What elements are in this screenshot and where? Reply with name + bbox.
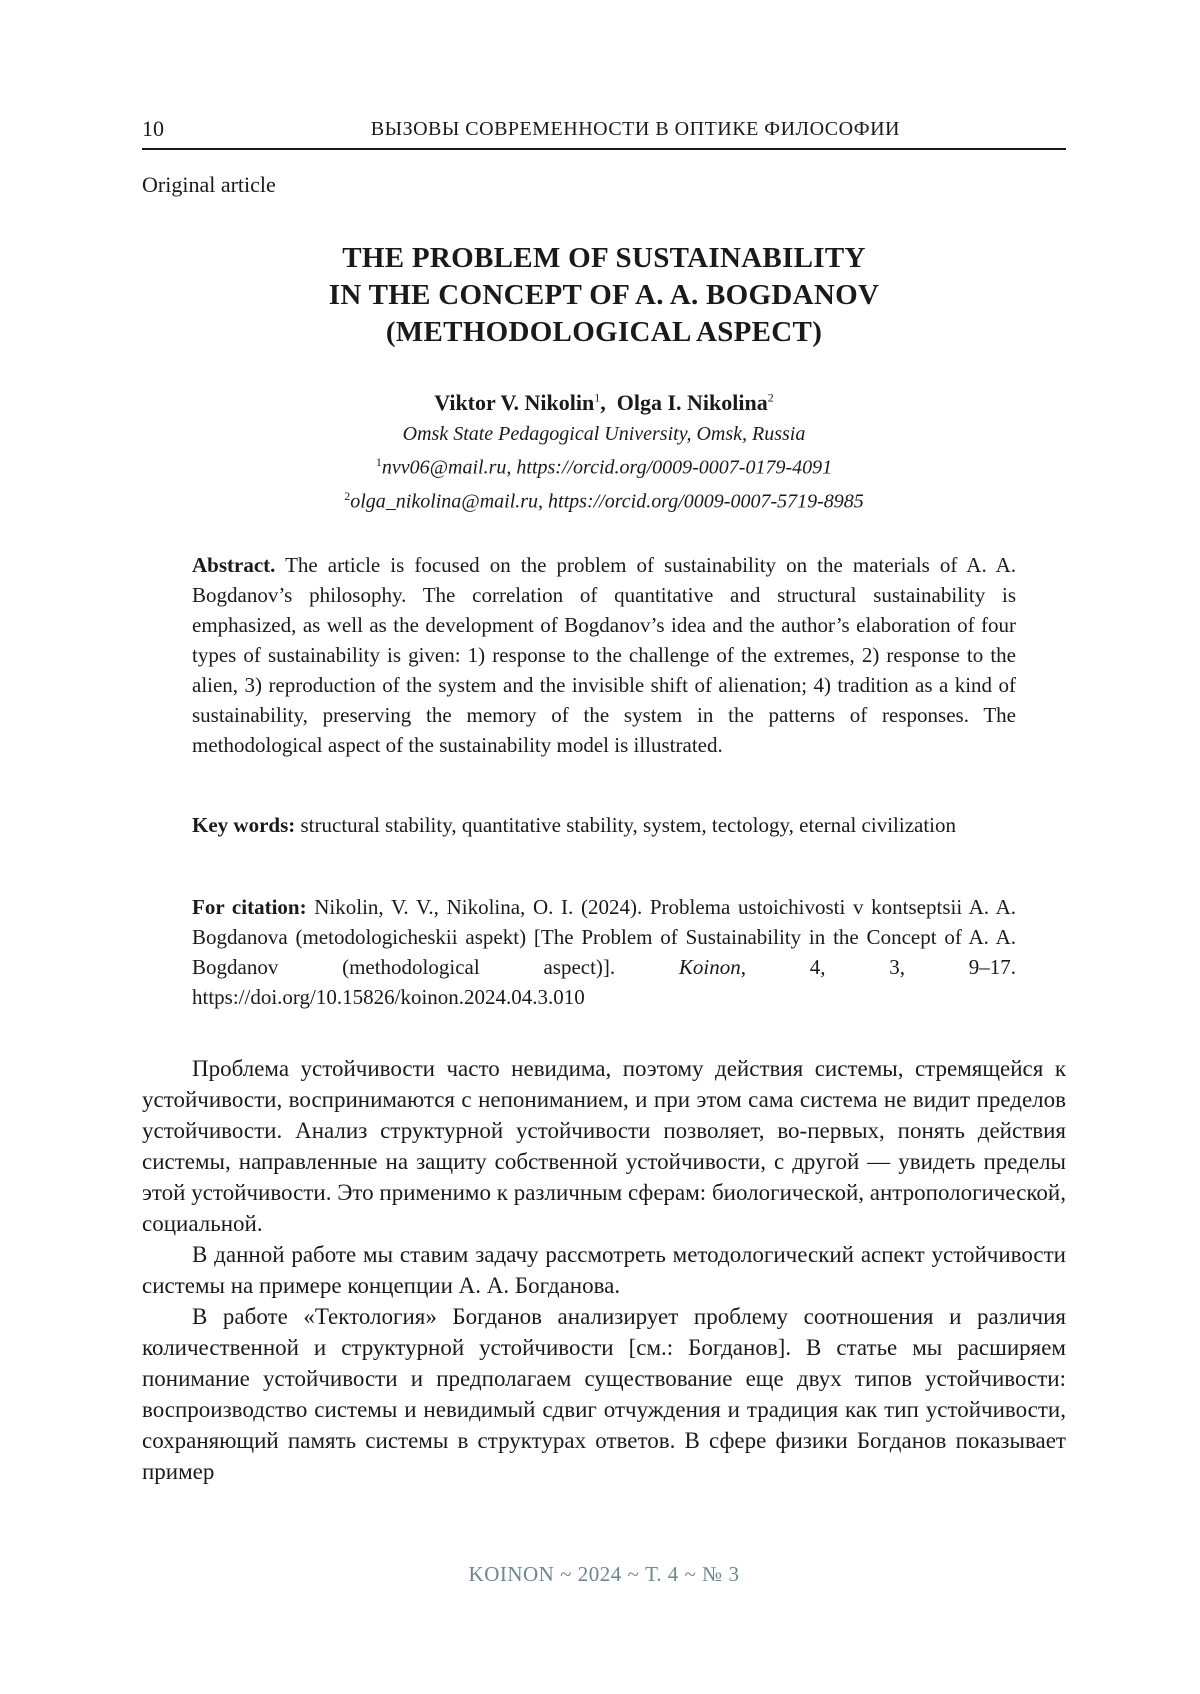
paragraph: В работе «Тектология» Богданов анализирует проблему соотношения и различия количественной и структурной устойчивости [см.: Богданов]. В статье мы расширяем понимание устойчивости и предполагаем существование еще двух типов устойчивости: воспроизводство системы и невидимый сдвиг отчуждения и традиция как тип устойчивости, сохраняющий память системы в структурах ответов. В сфере физики Богданов показывает пример [142, 1304, 1066, 1484]
author-name: Viktor V. Nikolin [434, 390, 595, 415]
institution: Omsk State Pedagogical University, Omsk, Russia [402, 423, 806, 445]
contact-line [142, 448, 1066, 482]
citation-text: , 4, 3, 9–17. https://doi.org/10.15826/koinon.2024.04.3.010 [192, 955, 1016, 1009]
affiliation-block [142, 392, 1066, 515]
title-line: IN THE CONCEPT OF A. A. BOGDANOV [328, 279, 880, 311]
abstract [192, 550, 1016, 760]
abstract-text: The article is focused on the problem of sustainability on the materials of A. A. Bogdanov’s philosophy. The correlation of quantitative and structural sustainability is emphasized, as well as the development of Bogdanov’s idea and the author’s elaboration of four types of sustainability is given: 1) response to the challenge of the extremes, 2) response to the alien, 3) reproduction of the system and the invisible shift of alienation; 4) tradition as a kind of sustainability, preserving the memory of the system in the patterns of responses. The methodological aspect of the sustainability model is illustrated. [192, 553, 1016, 757]
keywords-text: structural stability, quantitative stability, system, tectology, eternal civilization [295, 813, 957, 837]
contact-sup: 2 [344, 488, 351, 503]
running-header [142, 112, 1066, 150]
article-title [142, 240, 1066, 351]
title-line: THE PROBLEM OF SUSTAINABILITY [342, 242, 866, 274]
citation-label: For citation: [192, 895, 307, 919]
author-sup: 1 [594, 390, 601, 405]
page-number: 10 [142, 116, 164, 141]
keywords-label: Key words: [192, 813, 296, 837]
citation [192, 892, 1016, 1012]
author-separator: , [600, 390, 606, 415]
body-text [142, 1053, 1066, 1487]
journal-footer: KOINON ~ 2024 ~ Т. 4 ~ № 3 [468, 1562, 740, 1586]
paragraph: В данной работе мы ставим задачу рассмотреть методологический аспект устойчивости системы на примере концепции А. А. Богданова. [142, 1242, 1066, 1298]
author-sup: 2 [767, 390, 774, 405]
keywords [192, 810, 1016, 840]
section-title: ВЫЗОВЫ СОВРЕМЕННОСТИ В ОПТИКЕ ФИЛОСОФИИ [370, 118, 900, 140]
contact-line [142, 482, 1066, 516]
contact-sup: 1 [375, 455, 382, 469]
contact-email-orcid: nvv06@mail.ru, https://orcid.org/0009-0007-0179-4091 [381, 456, 833, 479]
contact-email-orcid: olga_nikolina@mail.ru, https://orcid.org/0009-0007-5719-8985 [350, 490, 864, 513]
citation-text: Nikolin, V. V., Nikolina, O. I. (2024). Problema ustoichivosti v kontseptsii A. A. Bogdanova (metodologicheskii aspekt) [The Problem of Sustainability in the Concept of A. A. Bogdanov (methodological aspect)]. [192, 895, 1016, 979]
article-type: Original article [142, 172, 276, 197]
author-name: Olga I. Nikolina [616, 390, 768, 415]
title-line: (METHODOLOGICAL ASPECT) [385, 316, 823, 348]
paragraph: Проблема устойчивости часто невидима, поэтому действия системы, стремящейся к устойчивости, воспринимаются с непониманием, и при этом сама система не видит пределов устойчивости. Анализ структурной устойчивости позволяет, во-первых, понять действия системы, направленные на защиту собственной устойчивости, с другой — увидеть пределы этой устойчивости. Это применимо к различным сферам: биологической, антропологической, социальной. [142, 1056, 1066, 1236]
citation-journal: Koinon [678, 955, 741, 979]
abstract-label: Abstract. [192, 553, 276, 577]
